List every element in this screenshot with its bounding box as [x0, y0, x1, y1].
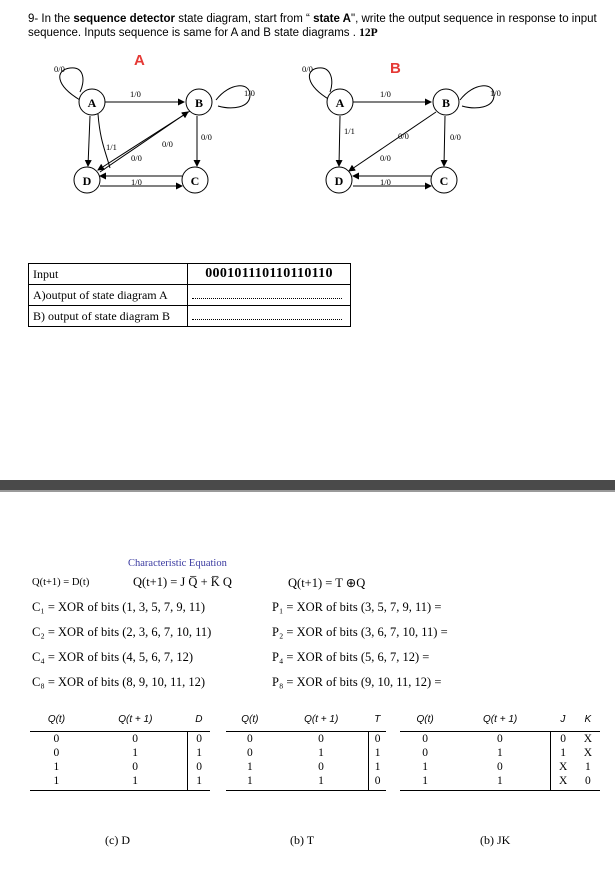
- table-row: 0 1 1 X: [422, 747, 593, 759]
- state-diagram-b: [302, 64, 501, 193]
- jk-header-qt1: Q(t + 1): [450, 712, 550, 732]
- section-divider: [0, 480, 615, 490]
- d-header-d: D: [188, 712, 210, 732]
- label-b-7: 1/0: [380, 177, 391, 187]
- table-row: 1 0 0: [53, 761, 203, 773]
- label-a-0: 0/0: [54, 64, 65, 74]
- node-b-D-label: D: [334, 174, 344, 188]
- label-a-6: 0/0: [131, 153, 142, 163]
- label-b-0: 0/0: [302, 64, 313, 74]
- t-equation: Q(t+1) = T ⊕Q: [288, 576, 366, 590]
- label-b-5: 0/0: [450, 132, 461, 142]
- characteristic-title: Characteristic Equation: [128, 558, 227, 569]
- label-a-4: 0/0: [162, 139, 173, 149]
- state-diagram-a: [0, 0, 615, 260]
- output-a-row: [29, 285, 351, 306]
- io-table: [28, 263, 351, 327]
- c1-equation: C₁ = XOR of bits (1, 3, 5, 7, 9, 11): [32, 600, 206, 614]
- p8-equation: P₈ = XOR of bits (9, 10, 11, 12) =: [272, 675, 442, 689]
- edge-b-BC: [444, 116, 445, 166]
- label-a-2: 1/0: [244, 88, 255, 98]
- jk-caption: (b) JK: [480, 833, 511, 847]
- output-b-answer[interactable]: [188, 306, 351, 327]
- table-row: 0 1 1: [247, 747, 381, 759]
- edge-a-AD: [88, 116, 90, 166]
- jk-header-qt: Q(t): [400, 712, 450, 732]
- table-row: 1 1 X 0: [400, 774, 600, 791]
- table-row: 0 1 1: [53, 747, 203, 759]
- edge-b-BD: [349, 112, 436, 171]
- c4-equation: C₄ = XOR of bits (4, 5, 6, 7, 12): [32, 650, 194, 664]
- diagram-a-graph: [54, 64, 255, 193]
- points-label: 12P: [359, 27, 378, 39]
- node-b-A-label: A: [335, 96, 345, 110]
- edge-a-BD: [98, 111, 190, 170]
- jk-excitation-table: [400, 712, 600, 791]
- node-a-C-label: C: [190, 174, 200, 188]
- jk-header-j: J: [550, 712, 576, 732]
- p2-equation: P₂ = XOR of bits (3, 6, 7, 10, 11) =: [272, 625, 448, 639]
- label-b-1: 1/0: [380, 89, 391, 99]
- input-row: [29, 264, 351, 285]
- t-header-qt: Q(t): [226, 712, 274, 732]
- table-row: 1 0 X 1: [422, 761, 591, 773]
- label-b-4: 0/0: [398, 131, 409, 141]
- p4-equation: P₄ = XOR of bits (5, 6, 7, 12) =: [272, 650, 430, 664]
- d-header-qt: Q(t): [30, 712, 83, 732]
- t-header-t: T: [369, 712, 386, 732]
- loop-b-b: [460, 86, 494, 108]
- question-text: 9- In the sequence detector state diagram, start from “ state A", write the output sequence in response to input sequence. Inputs sequence is same for A and B state diagrams . 12P: [28, 13, 597, 39]
- label-a-5: 0/0: [201, 132, 212, 142]
- table-row: 1 1 1: [30, 774, 210, 791]
- d-equation: Q(t+1) = D(t): [32, 577, 90, 588]
- diagram-b-label: B: [390, 60, 401, 77]
- table-row: 0 0 0: [247, 733, 381, 745]
- node-b-B-label: B: [441, 96, 451, 110]
- label-a-1: 1/0: [130, 89, 141, 99]
- label-b-3: 1/1: [344, 126, 355, 136]
- label-a-3: 1/1: [106, 142, 117, 152]
- output-a-label: A)output of state diagram A: [29, 285, 188, 306]
- p1-equation: P₁ = XOR of bits (3, 5, 7, 9, 11) =: [272, 600, 442, 614]
- node-a-B-label: B: [194, 96, 204, 110]
- label-b-6: 0/0: [380, 153, 391, 163]
- node-b-C-label: C: [439, 174, 449, 188]
- d-caption: (c) D: [105, 833, 130, 847]
- jk-equation: Q(t+1) = J Q̅ + K̅ Q: [133, 575, 232, 589]
- input-sequence: 000101110110110110: [188, 264, 351, 285]
- label-a-7: 1/0: [131, 177, 142, 187]
- node-a-D-label: D: [82, 174, 92, 188]
- c8-equation: C₈ = XOR of bits (8, 9, 10, 11, 12): [32, 675, 206, 689]
- table-row: 1 1 0: [226, 774, 386, 791]
- section-divider-shadow: [0, 490, 615, 492]
- output-a-answer[interactable]: [188, 285, 351, 306]
- t-caption: (b) T: [290, 833, 315, 847]
- output-b-label: B) output of state diagram B: [29, 306, 188, 327]
- c2-equation: C₂ = XOR of bits (2, 3, 6, 7, 10, 11): [32, 625, 212, 639]
- table-row: 0 0 0: [53, 733, 203, 745]
- t-excitation-table: [226, 712, 386, 791]
- jk-header-k: K: [576, 712, 600, 732]
- d-excitation-table: [30, 712, 210, 791]
- node-a-A-label: A: [87, 96, 97, 110]
- table-row: 1 0 1: [247, 761, 381, 773]
- d-header-qt1: Q(t + 1): [83, 712, 188, 732]
- diagram-a-label: A: [134, 52, 145, 69]
- edge-b-AD: [339, 116, 340, 166]
- input-label: Input: [29, 264, 188, 285]
- table-row: 0 0 0 X: [422, 733, 593, 745]
- t-header-qt1: Q(t + 1): [274, 712, 369, 732]
- label-b-2: 1/0: [490, 88, 501, 98]
- edge-a-AD2: [98, 114, 110, 168]
- output-b-row: [29, 306, 351, 327]
